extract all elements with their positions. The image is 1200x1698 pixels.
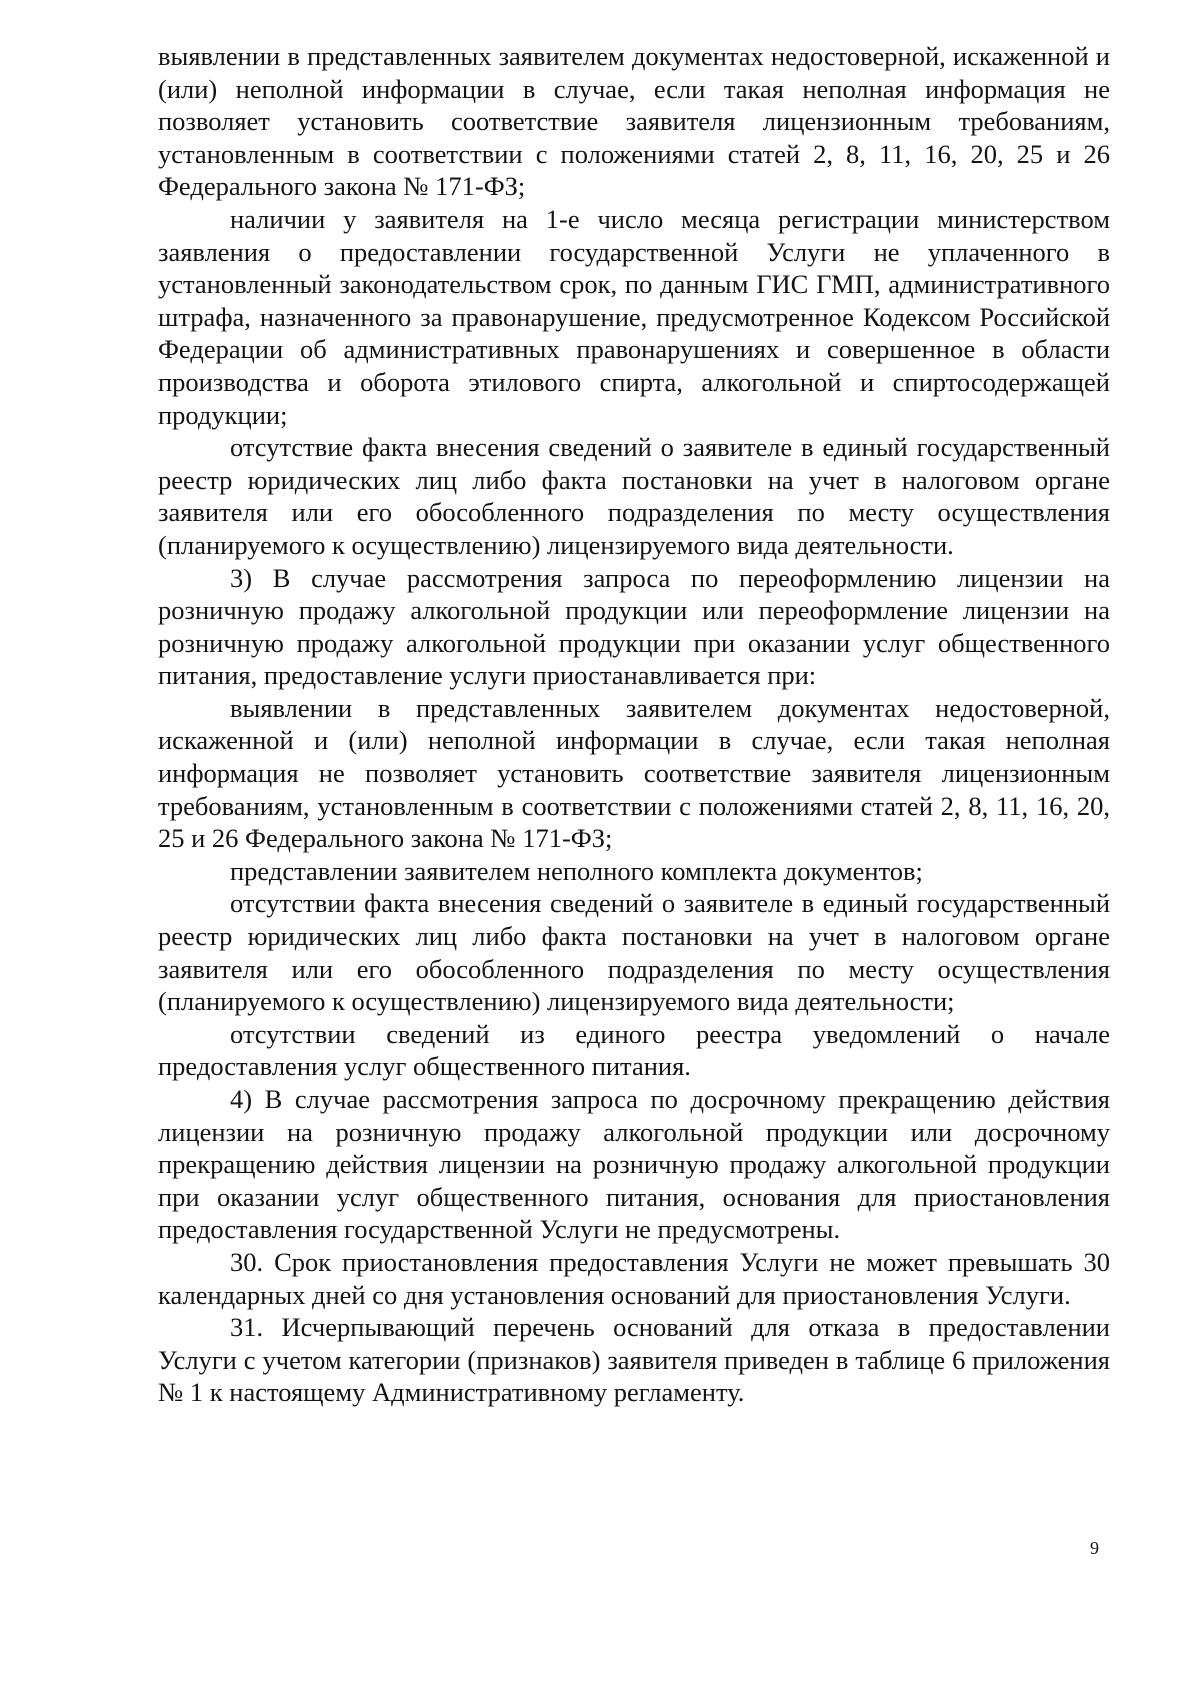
- paragraph-9: 4) В случае рассмотрения запроса по досрочному прекращению действия лицензии на розничную продажу алкогольной продукции или досрочному прекращению действия лицензии на розничную продажу алкогольной продукции при оказании услуг общественного питания, основания для приостановления предоставления государственной Услуги не предусмотрены.: [158, 1084, 1110, 1245]
- paragraph-5: выявлении в представленных заявителем документах недостоверной, искаженной и (или) неполной информации в случае, если такая неполная информация не позволяет установить соответствие заявителя лицензионным требованиям, установленным в соответствии с положениями статей 2, 8, 11, 16, 20, 25 и 26 Федерального закона № 171-ФЗ;: [158, 692, 1110, 854]
- paragraph-8: отсутствии сведений из единого реестра уведомлений о начале предоставления услуг общественного питания.: [158, 1018, 1110, 1082]
- paragraph-1: выявлении в представленных заявителем документах недостоверной, искаженной и (или) неполной информации в случае, если такая неполная информация не позволяет установить соответствие заявителя лицензионным требованиям, установленным в соответствии с положениями статей 2, 8, 11, 16, 20, 25 и 26 Федерального закона № 171-ФЗ;: [158, 41, 1110, 202]
- paragraph-6: представлении заявителем неполного комплекта документов;: [230, 855, 923, 886]
- document-body: [158, 40, 1110, 1409]
- page-number: 9: [1090, 1538, 1099, 1558]
- paragraph-10: 30. Срок приостановления предоставления Услуги не может превышать 30 календарных дней со дня установления оснований для приостановления Услуги.: [158, 1246, 1110, 1310]
- paragraph-3: отсутствие факта внесения сведений о заявителе в единый государственный реестр юридических лиц либо факта постановки на учет в налоговом органе заявителя или его обособленного подразделения по месту осуществления (планируемого к осуществлению) лицензируемого вида деятельности.: [158, 432, 1110, 560]
- paragraph-4: 3) В случае рассмотрения запроса по переоформлению лицензии на розничную продажу алкогольной продукции или переоформление лицензии на розничную продажу алкогольной продукции при оказании услуг общественного питания, предоставление услуги приостанавливается при:: [158, 562, 1110, 691]
- paragraph-11: 31. Исчерпывающий перечень оснований для отказа в предоставлении Услуги с учетом категории (признаков) заявителя приведен в таблице 6 приложения № 1 к настоящему Административному регламенту.: [158, 1312, 1110, 1408]
- paragraph-7: отсутствии факта внесения сведений о заявителе в единый государственный реестр юридических лиц либо факта постановки на учет в налоговом органе заявителя или его обособленного подразделения по месту осуществления (планируемого к осуществлению) лицензируемого вида деятельности;: [158, 888, 1110, 1017]
- paragraph-2: наличии у заявителя на 1-е число месяца регистрации министерством заявления о предоставлении государственной Услуги не уплаченного в установленный законодательством срок, по данным ГИС ГМП, административного штрафа, назначенного за правонарушение, предусмотренное Кодексом Российской Федерации об административных правонарушениях и совершенное в области производства и оборота этилового спирта, алкогольной и спиртосодержащей продукции;: [158, 203, 1110, 430]
